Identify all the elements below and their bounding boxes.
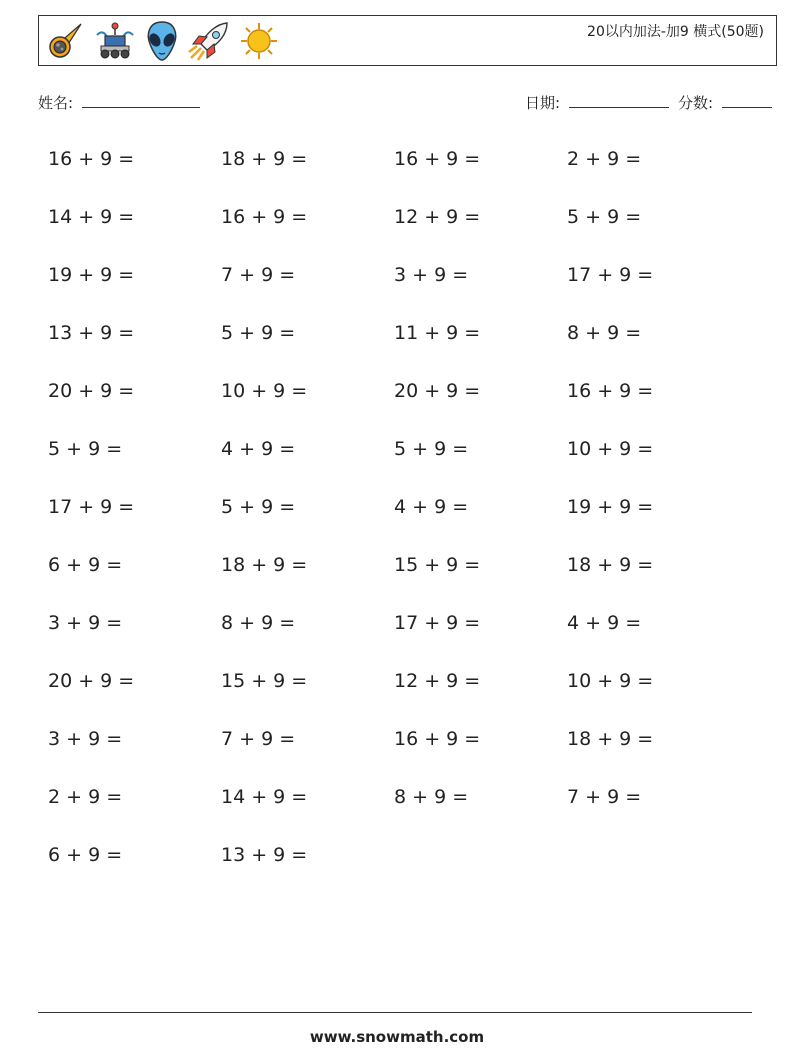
problem-item: 17 + 9 = bbox=[394, 612, 481, 634]
footer-divider bbox=[38, 1012, 752, 1013]
name-line[interactable] bbox=[82, 93, 200, 108]
date-line[interactable] bbox=[569, 93, 669, 108]
problem-item: 2 + 9 = bbox=[567, 148, 642, 170]
problem-item: 16 + 9 = bbox=[48, 148, 135, 170]
problem-item: 17 + 9 = bbox=[48, 496, 135, 518]
problem-item: 2 + 9 = bbox=[48, 786, 123, 808]
problem-item: 13 + 9 = bbox=[48, 322, 135, 344]
problem-item: 18 + 9 = bbox=[567, 728, 654, 750]
problem-item: 14 + 9 = bbox=[221, 786, 308, 808]
problem-item: 20 + 9 = bbox=[48, 380, 135, 402]
date-field bbox=[525, 92, 669, 113]
problem-item: 12 + 9 = bbox=[394, 206, 481, 228]
problem-item: 10 + 9 = bbox=[221, 380, 308, 402]
problem-item: 20 + 9 = bbox=[394, 380, 481, 402]
problem-item: 10 + 9 = bbox=[567, 670, 654, 692]
problem-item: 7 + 9 = bbox=[221, 264, 296, 286]
problem-item: 7 + 9 = bbox=[567, 786, 642, 808]
rover-icon bbox=[93, 21, 137, 61]
score-line[interactable] bbox=[722, 93, 772, 108]
problem-item: 20 + 9 = bbox=[48, 670, 135, 692]
problem-item: 5 + 9 = bbox=[221, 322, 296, 344]
problem-item: 12 + 9 = bbox=[394, 670, 481, 692]
problem-item: 3 + 9 = bbox=[48, 612, 123, 634]
problem-item: 5 + 9 = bbox=[394, 438, 469, 460]
problem-item: 5 + 9 = bbox=[48, 438, 123, 460]
worksheet-title: 20以内加法-加9 横式(50题) bbox=[587, 24, 764, 40]
problem-item: 8 + 9 = bbox=[394, 786, 469, 808]
problem-item: 11 + 9 = bbox=[394, 322, 481, 344]
problem-item: 16 + 9 = bbox=[221, 206, 308, 228]
problem-item: 18 + 9 = bbox=[567, 554, 654, 576]
rocket-icon bbox=[187, 20, 231, 62]
problem-item: 6 + 9 = bbox=[48, 554, 123, 576]
problem-item: 19 + 9 = bbox=[567, 496, 654, 518]
problem-item: 3 + 9 = bbox=[394, 264, 469, 286]
problem-item: 18 + 9 = bbox=[221, 148, 308, 170]
sun-icon bbox=[239, 21, 279, 61]
name-label: 姓名: bbox=[38, 94, 74, 112]
score-label: 分数: bbox=[678, 94, 714, 112]
footer-website: www.snowmath.com bbox=[309, 1028, 485, 1046]
problem-item: 13 + 9 = bbox=[221, 844, 308, 866]
icon-strip bbox=[45, 20, 279, 62]
problem-item: 10 + 9 = bbox=[567, 438, 654, 460]
problem-item: 16 + 9 = bbox=[394, 148, 481, 170]
header-box bbox=[38, 15, 777, 66]
problem-item: 19 + 9 = bbox=[48, 264, 135, 286]
problem-item: 18 + 9 = bbox=[221, 554, 308, 576]
alien-icon bbox=[145, 20, 179, 62]
problem-item: 4 + 9 = bbox=[221, 438, 296, 460]
problem-item: 4 + 9 = bbox=[394, 496, 469, 518]
problem-item: 15 + 9 = bbox=[394, 554, 481, 576]
problem-item: 16 + 9 = bbox=[394, 728, 481, 750]
meteor-icon bbox=[45, 21, 85, 61]
problem-item: 17 + 9 = bbox=[567, 264, 654, 286]
problem-item: 5 + 9 = bbox=[221, 496, 296, 518]
date-label: 日期: bbox=[525, 94, 561, 112]
problem-item: 7 + 9 = bbox=[221, 728, 296, 750]
problem-item: 8 + 9 = bbox=[221, 612, 296, 634]
problem-item: 3 + 9 = bbox=[48, 728, 123, 750]
problem-item: 16 + 9 = bbox=[567, 380, 654, 402]
problem-item: 5 + 9 = bbox=[567, 206, 642, 228]
problem-item: 4 + 9 = bbox=[567, 612, 642, 634]
problem-item: 15 + 9 = bbox=[221, 670, 308, 692]
name-field bbox=[38, 92, 200, 113]
problem-item: 14 + 9 = bbox=[48, 206, 135, 228]
problem-item: 8 + 9 = bbox=[567, 322, 642, 344]
problem-item: 6 + 9 = bbox=[48, 844, 123, 866]
score-field bbox=[678, 92, 772, 113]
